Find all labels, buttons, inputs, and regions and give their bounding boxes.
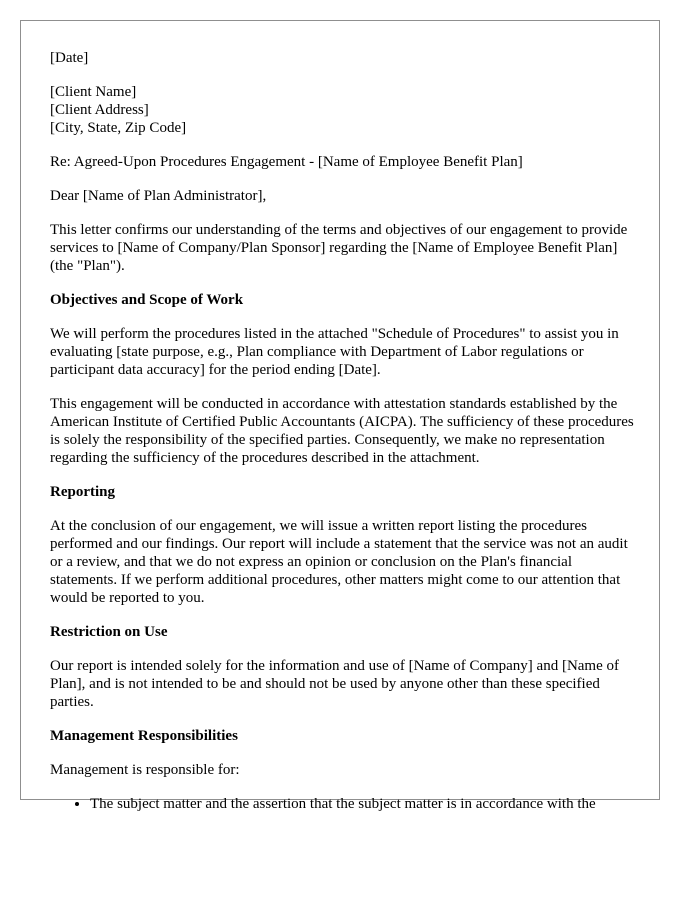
recipient-name: [Client Name] [50,84,137,100]
objectives-paragraph: We will perform the procedures listed in the attached "Schedule of Procedures" to assist you in evaluating [state purpose, e.g., Plan compliance with Department of Labor regulations or participant data accuracy] for the period ending [Date]. [50,326,619,378]
recipient-city-state-zip: [City, State, Zip Code] [50,120,187,136]
salutation: Dear [Name of Plan Administrator], [50,188,267,204]
letter-page [20,20,660,812]
management-responsibilities-list [50,795,636,813]
letter-date: [Date] [50,50,89,66]
re-line: Re: Agreed-Upon Procedures Engagement - [Name of Employee Benefit Plan] [50,154,523,170]
standards-paragraph: This engagement will be conducted in accordance with attestation standards established by the American Institute of Certified Public Accountants (AICPA). The sufficiency of these procedures is solely the responsibility of the specified parties. Consequently, we make no representation regarding the sufficiency of the procedures described in the attachment. [50,396,634,466]
section-heading-objectives: Objectives and Scope of Work [50,292,244,308]
section-heading-reporting: Reporting [50,484,115,500]
restriction-paragraph: Our report is intended solely for the information and use of [Name of Company] and [Name of Plan], and is not intended to be and should not be used by anyone other than these specified parties. [50,658,620,710]
recipient-street: [Client Address] [50,102,149,118]
letter-body [50,49,636,829]
list-item: • The subject matter and the assertion that the subject matter is in accordance with the [90,795,636,813]
intro-paragraph: This letter confirms our understanding of the terms and objectives of our engagement to provide services to [Name of Company/Plan Sponsor] regarding the [Name of Employee Benefit Plan] (the "Plan"). [50,222,628,274]
recipient-address [50,83,636,137]
management-intro: Management is responsible for: [50,762,240,778]
section-heading-management: Management Responsibilities [50,728,238,744]
reporting-paragraph: At the conclusion of our engagement, we will issue a written report listing the procedures performed and our findings. Our report will include a statement that the service was not an audit or a review, and that we do not express an opinion or conclusion on the Plan's financial statements. If we perform additional procedures, other matters might come to our attention that would be reported to you. [50,518,628,606]
section-heading-restriction: Restriction on Use [50,624,168,640]
